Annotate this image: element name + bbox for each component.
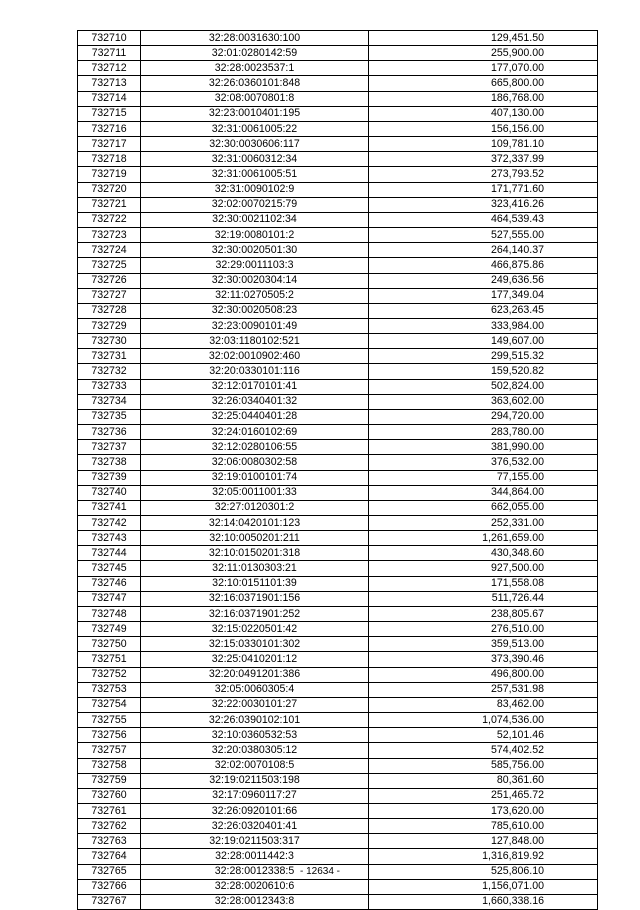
row-number-cell: 732764 bbox=[78, 849, 141, 864]
table-row bbox=[78, 46, 598, 61]
row-number-cell: 732727 bbox=[78, 288, 141, 303]
value-cell: 294,720.00 bbox=[369, 409, 598, 424]
table-row bbox=[78, 364, 598, 379]
cadastral-number-cell: 32:17:0960117:27 bbox=[141, 788, 369, 803]
row-number-cell: 732753 bbox=[78, 682, 141, 697]
cadastral-number-cell: 32:10:0360532:53 bbox=[141, 728, 369, 743]
value-cell: 177,349.04 bbox=[369, 288, 598, 303]
cadastral-number-cell: 32:12:0280106:55 bbox=[141, 440, 369, 455]
value-cell: 299,515.32 bbox=[369, 349, 598, 364]
cadastral-number-cell: 32:23:0090101:49 bbox=[141, 318, 369, 333]
row-number-cell: 732725 bbox=[78, 258, 141, 273]
cadastral-number-cell: 32:02:0070215:79 bbox=[141, 197, 369, 212]
value-cell: 186,768.00 bbox=[369, 91, 598, 106]
cadastral-number-cell: 32:05:0060305:4 bbox=[141, 682, 369, 697]
cadastral-number-cell: 32:31:0060312:34 bbox=[141, 152, 369, 167]
cadastral-number-cell: 32:15:0220501:42 bbox=[141, 622, 369, 637]
value-cell: 1,660,338.16 bbox=[369, 894, 598, 909]
value-cell: 257,531.98 bbox=[369, 682, 598, 697]
row-number-cell: 732767 bbox=[78, 894, 141, 909]
table-row bbox=[78, 197, 598, 212]
cadastral-number-cell: 32:02:0010902:460 bbox=[141, 349, 369, 364]
page-number: - 12634 - bbox=[299, 866, 341, 877]
value-cell: 127,848.00 bbox=[369, 834, 598, 849]
cadastral-number-cell: 32:20:0330101:116 bbox=[141, 364, 369, 379]
cadastral-number-cell: 32:30:0020304:14 bbox=[141, 273, 369, 288]
table-row bbox=[78, 273, 598, 288]
value-cell: 376,532.00 bbox=[369, 455, 598, 470]
table-row bbox=[78, 697, 598, 712]
table-row bbox=[78, 788, 598, 803]
value-cell: 665,800.00 bbox=[369, 76, 598, 91]
value-cell: 511,726.44 bbox=[369, 591, 598, 606]
value-cell: 363,602.00 bbox=[369, 394, 598, 409]
cadastral-number-cell: 32:02:0070108:5 bbox=[141, 758, 369, 773]
value-cell: 430,348.60 bbox=[369, 546, 598, 561]
row-number-cell: 732718 bbox=[78, 152, 141, 167]
value-cell: 525,806.10 bbox=[369, 864, 598, 879]
table-row bbox=[78, 834, 598, 849]
table-row bbox=[78, 106, 598, 121]
value-cell: 496,800.00 bbox=[369, 667, 598, 682]
row-number-cell: 732737 bbox=[78, 440, 141, 455]
value-cell: 156,156.00 bbox=[369, 121, 598, 136]
table-row bbox=[78, 894, 598, 909]
table-row bbox=[78, 773, 598, 788]
row-number-cell: 732751 bbox=[78, 652, 141, 667]
value-cell: 129,451.50 bbox=[369, 31, 598, 46]
table-row bbox=[78, 349, 598, 364]
row-number-cell: 732710 bbox=[78, 31, 141, 46]
value-cell: 585,756.00 bbox=[369, 758, 598, 773]
value-cell: 927,500.00 bbox=[369, 561, 598, 576]
row-number-cell: 732748 bbox=[78, 606, 141, 621]
value-cell: 373,390.46 bbox=[369, 652, 598, 667]
value-cell: 407,130.00 bbox=[369, 106, 598, 121]
value-cell: 359,513.00 bbox=[369, 637, 598, 652]
row-number-cell: 732723 bbox=[78, 228, 141, 243]
row-number-cell: 732742 bbox=[78, 516, 141, 531]
value-cell: 80,361.60 bbox=[369, 773, 598, 788]
value-cell: 173,620.00 bbox=[369, 803, 598, 818]
table-row bbox=[78, 591, 598, 606]
row-number-cell: 732719 bbox=[78, 167, 141, 182]
value-cell: 273,793.52 bbox=[369, 167, 598, 182]
table-row bbox=[78, 31, 598, 46]
row-number-cell: 732747 bbox=[78, 591, 141, 606]
cadastral-number-cell: 32:26:0320401:41 bbox=[141, 819, 369, 834]
table-row bbox=[78, 637, 598, 652]
row-number-cell: 732738 bbox=[78, 455, 141, 470]
cadastral-number-cell: 32:19:0080101:2 bbox=[141, 228, 369, 243]
table-row bbox=[78, 470, 598, 485]
value-cell: 83,462.00 bbox=[369, 697, 598, 712]
row-number-cell: 732763 bbox=[78, 834, 141, 849]
cadastral-number-cell: 32:11:0270505:2 bbox=[141, 288, 369, 303]
row-number-cell: 732733 bbox=[78, 379, 141, 394]
cadastral-number-cell: 32:26:0360101:848 bbox=[141, 76, 369, 91]
row-number-cell: 732739 bbox=[78, 470, 141, 485]
value-cell: 466,875.86 bbox=[369, 258, 598, 273]
cadastral-number-cell: 32:20:0491201:386 bbox=[141, 667, 369, 682]
row-number-cell: 732757 bbox=[78, 743, 141, 758]
cadastral-number-cell: 32:26:0340401:32 bbox=[141, 394, 369, 409]
value-cell: 785,610.00 bbox=[369, 819, 598, 834]
table-row bbox=[78, 743, 598, 758]
value-cell: 574,402.52 bbox=[369, 743, 598, 758]
cadastral-number-cell: 32:30:0021102:34 bbox=[141, 212, 369, 227]
table-row bbox=[78, 91, 598, 106]
row-number-cell: 732717 bbox=[78, 137, 141, 152]
row-number-cell: 732729 bbox=[78, 318, 141, 333]
value-cell: 149,607.00 bbox=[369, 334, 598, 349]
cadastral-number-cell: 32:19:0100101:74 bbox=[141, 470, 369, 485]
table-row bbox=[78, 485, 598, 500]
value-cell: 171,558.08 bbox=[369, 576, 598, 591]
cadastral-number-cell: 32:05:0011001:33 bbox=[141, 485, 369, 500]
row-number-cell: 732728 bbox=[78, 303, 141, 318]
value-cell: 252,331.00 bbox=[369, 516, 598, 531]
row-number-cell: 732744 bbox=[78, 546, 141, 561]
cadastral-number-cell: 32:25:0410201:12 bbox=[141, 652, 369, 667]
row-number-cell: 732765 bbox=[78, 864, 141, 879]
value-cell: 177,070.00 bbox=[369, 61, 598, 76]
row-number-cell: 732740 bbox=[78, 485, 141, 500]
cadastral-number-cell: 32:03:1180102:521 bbox=[141, 334, 369, 349]
row-number-cell: 732758 bbox=[78, 758, 141, 773]
row-number-cell: 732713 bbox=[78, 76, 141, 91]
table-row bbox=[78, 303, 598, 318]
value-cell: 251,465.72 bbox=[369, 788, 598, 803]
table-row bbox=[78, 531, 598, 546]
value-cell: 264,140.37 bbox=[369, 243, 598, 258]
value-cell: 1,316,819.92 bbox=[369, 849, 598, 864]
row-number-cell: 732732 bbox=[78, 364, 141, 379]
table-row bbox=[78, 819, 598, 834]
row-number-cell: 732714 bbox=[78, 91, 141, 106]
table-row bbox=[78, 61, 598, 76]
cadastral-number-cell: 32:01:0280142:59 bbox=[141, 46, 369, 61]
table-row bbox=[78, 682, 598, 697]
cadastral-number-cell: 32:10:0050201:211 bbox=[141, 531, 369, 546]
table-row bbox=[78, 713, 598, 728]
table-row bbox=[78, 803, 598, 818]
value-cell: 249,636.56 bbox=[369, 273, 598, 288]
row-number-cell: 732721 bbox=[78, 197, 141, 212]
value-cell: 333,984.00 bbox=[369, 318, 598, 333]
cadastral-number-cell: 32:10:0150201:318 bbox=[141, 546, 369, 561]
table-row bbox=[78, 516, 598, 531]
cadastral-number-cell: 32:27:0120301:2 bbox=[141, 500, 369, 515]
cadastral-number-cell: 32:10:0151101:39 bbox=[141, 576, 369, 591]
cadastral-number-cell: 32:28:0012338:5 bbox=[141, 864, 369, 879]
value-cell: 171,771.60 bbox=[369, 182, 598, 197]
table-row bbox=[78, 212, 598, 227]
row-number-cell: 732711 bbox=[78, 46, 141, 61]
value-cell: 77,155.00 bbox=[369, 470, 598, 485]
value-cell: 623,263.45 bbox=[369, 303, 598, 318]
value-cell: 52,101.46 bbox=[369, 728, 598, 743]
value-cell: 276,510.00 bbox=[369, 622, 598, 637]
value-cell: 464,539.43 bbox=[369, 212, 598, 227]
value-cell: 1,156,071.00 bbox=[369, 879, 598, 894]
row-number-cell: 732741 bbox=[78, 500, 141, 515]
table-row bbox=[78, 334, 598, 349]
value-cell: 527,555.00 bbox=[369, 228, 598, 243]
cadastral-number-cell: 32:30:0020508:23 bbox=[141, 303, 369, 318]
value-cell: 502,824.00 bbox=[369, 379, 598, 394]
row-number-cell: 732730 bbox=[78, 334, 141, 349]
cadastral-number-cell: 32:08:0070801:8 bbox=[141, 91, 369, 106]
cadastral-value-table bbox=[77, 30, 598, 910]
cadastral-number-cell: 32:30:0030606:117 bbox=[141, 137, 369, 152]
table-row bbox=[78, 728, 598, 743]
table-row bbox=[78, 622, 598, 637]
value-cell: 159,520.82 bbox=[369, 364, 598, 379]
row-number-cell: 732761 bbox=[78, 803, 141, 818]
table-row bbox=[78, 409, 598, 424]
row-number-cell: 732750 bbox=[78, 637, 141, 652]
table-row bbox=[78, 500, 598, 515]
table-row bbox=[78, 652, 598, 667]
table-row bbox=[78, 425, 598, 440]
table-row bbox=[78, 455, 598, 470]
table-body bbox=[78, 31, 598, 910]
cadastral-number-cell: 32:20:0380305:12 bbox=[141, 743, 369, 758]
cadastral-number-cell: 32:12:0170101:41 bbox=[141, 379, 369, 394]
row-number-cell: 732745 bbox=[78, 561, 141, 576]
value-cell: 238,805.67 bbox=[369, 606, 598, 621]
row-number-cell: 732734 bbox=[78, 394, 141, 409]
table-row bbox=[78, 394, 598, 409]
value-cell: 255,900.00 bbox=[369, 46, 598, 61]
table-row bbox=[78, 667, 598, 682]
cadastral-number-cell: 32:19:0211503:317 bbox=[141, 834, 369, 849]
cadastral-number-cell: 32:26:0920101:66 bbox=[141, 803, 369, 818]
table-row bbox=[78, 849, 598, 864]
table-row bbox=[78, 606, 598, 621]
table-row bbox=[78, 167, 598, 182]
cadastral-number-cell: 32:30:0020501:30 bbox=[141, 243, 369, 258]
row-number-cell: 732760 bbox=[78, 788, 141, 803]
table-row bbox=[78, 879, 598, 894]
row-number-cell: 732754 bbox=[78, 697, 141, 712]
row-number-cell: 732720 bbox=[78, 182, 141, 197]
table-row bbox=[78, 228, 598, 243]
value-cell: 323,416.26 bbox=[369, 197, 598, 212]
table-row bbox=[78, 182, 598, 197]
row-number-cell: 732766 bbox=[78, 879, 141, 894]
table-row bbox=[78, 318, 598, 333]
cadastral-number-cell: 32:25:0440401:28 bbox=[141, 409, 369, 424]
cadastral-number-cell: 32:29:0011103:3 bbox=[141, 258, 369, 273]
cadastral-number-cell: 32:11:0130303:21 bbox=[141, 561, 369, 576]
table-row bbox=[78, 546, 598, 561]
cadastral-number-cell: 32:31:0061005:51 bbox=[141, 167, 369, 182]
table-row bbox=[78, 76, 598, 91]
value-cell: 372,337.99 bbox=[369, 152, 598, 167]
row-number-cell: 732735 bbox=[78, 409, 141, 424]
row-number-cell: 732749 bbox=[78, 622, 141, 637]
table-row bbox=[78, 121, 598, 136]
value-cell: 109,781.10 bbox=[369, 137, 598, 152]
table-row bbox=[78, 258, 598, 273]
row-number-cell: 732762 bbox=[78, 819, 141, 834]
cadastral-number-cell: 32:16:0371901:156 bbox=[141, 591, 369, 606]
row-number-cell: 732715 bbox=[78, 106, 141, 121]
table-row bbox=[78, 758, 598, 773]
row-number-cell: 732724 bbox=[78, 243, 141, 258]
table-row bbox=[78, 440, 598, 455]
cadastral-number-cell: 32:31:0061005:22 bbox=[141, 121, 369, 136]
row-number-cell: 732716 bbox=[78, 121, 141, 136]
cadastral-number-cell: 32:28:0011442:3 bbox=[141, 849, 369, 864]
row-number-cell: 732731 bbox=[78, 349, 141, 364]
cadastral-number-cell: 32:23:0010401:195 bbox=[141, 106, 369, 121]
table-row bbox=[78, 379, 598, 394]
row-number-cell: 732743 bbox=[78, 531, 141, 546]
cadastral-number-cell: 32:26:0390102:101 bbox=[141, 713, 369, 728]
table-row bbox=[78, 561, 598, 576]
row-number-cell: 732746 bbox=[78, 576, 141, 591]
value-cell: 283,780.00 bbox=[369, 425, 598, 440]
cadastral-number-cell: 32:28:0020610:6 bbox=[141, 879, 369, 894]
table-row bbox=[78, 243, 598, 258]
table-row bbox=[78, 137, 598, 152]
table-row bbox=[78, 288, 598, 303]
row-number-cell: 732759 bbox=[78, 773, 141, 788]
cadastral-number-cell: 32:15:0330101:302 bbox=[141, 637, 369, 652]
value-cell: 1,261,659.00 bbox=[369, 531, 598, 546]
cadastral-number-cell: 32:28:0012343:8 bbox=[141, 894, 369, 909]
value-cell: 381,990.00 bbox=[369, 440, 598, 455]
cadastral-number-cell: 32:06:0080302:58 bbox=[141, 455, 369, 470]
row-number-cell: 732722 bbox=[78, 212, 141, 227]
value-cell: 662,055.00 bbox=[369, 500, 598, 515]
cadastral-number-cell: 32:22:0030101:27 bbox=[141, 697, 369, 712]
table-row bbox=[78, 576, 598, 591]
row-number-cell: 732736 bbox=[78, 425, 141, 440]
row-number-cell: 732756 bbox=[78, 728, 141, 743]
value-cell: 1,074,536.00 bbox=[369, 713, 598, 728]
value-cell: 344,864.00 bbox=[369, 485, 598, 500]
row-number-cell: 732726 bbox=[78, 273, 141, 288]
row-number-cell: 732752 bbox=[78, 667, 141, 682]
cadastral-number-cell: 32:28:0031630:100 bbox=[141, 31, 369, 46]
cadastral-number-cell: 32:28:0023537:1 bbox=[141, 61, 369, 76]
row-number-cell: 732755 bbox=[78, 713, 141, 728]
cadastral-number-cell: 32:19:0211503:198 bbox=[141, 773, 369, 788]
table-row bbox=[78, 152, 598, 167]
cadastral-number-cell: 32:31:0090102:9 bbox=[141, 182, 369, 197]
cadastral-number-cell: 32:24:0160102:69 bbox=[141, 425, 369, 440]
row-number-cell: 732712 bbox=[78, 61, 141, 76]
cadastral-number-cell: 32:16:0371901:252 bbox=[141, 606, 369, 621]
cadastral-number-cell: 32:14:0420101:123 bbox=[141, 516, 369, 531]
